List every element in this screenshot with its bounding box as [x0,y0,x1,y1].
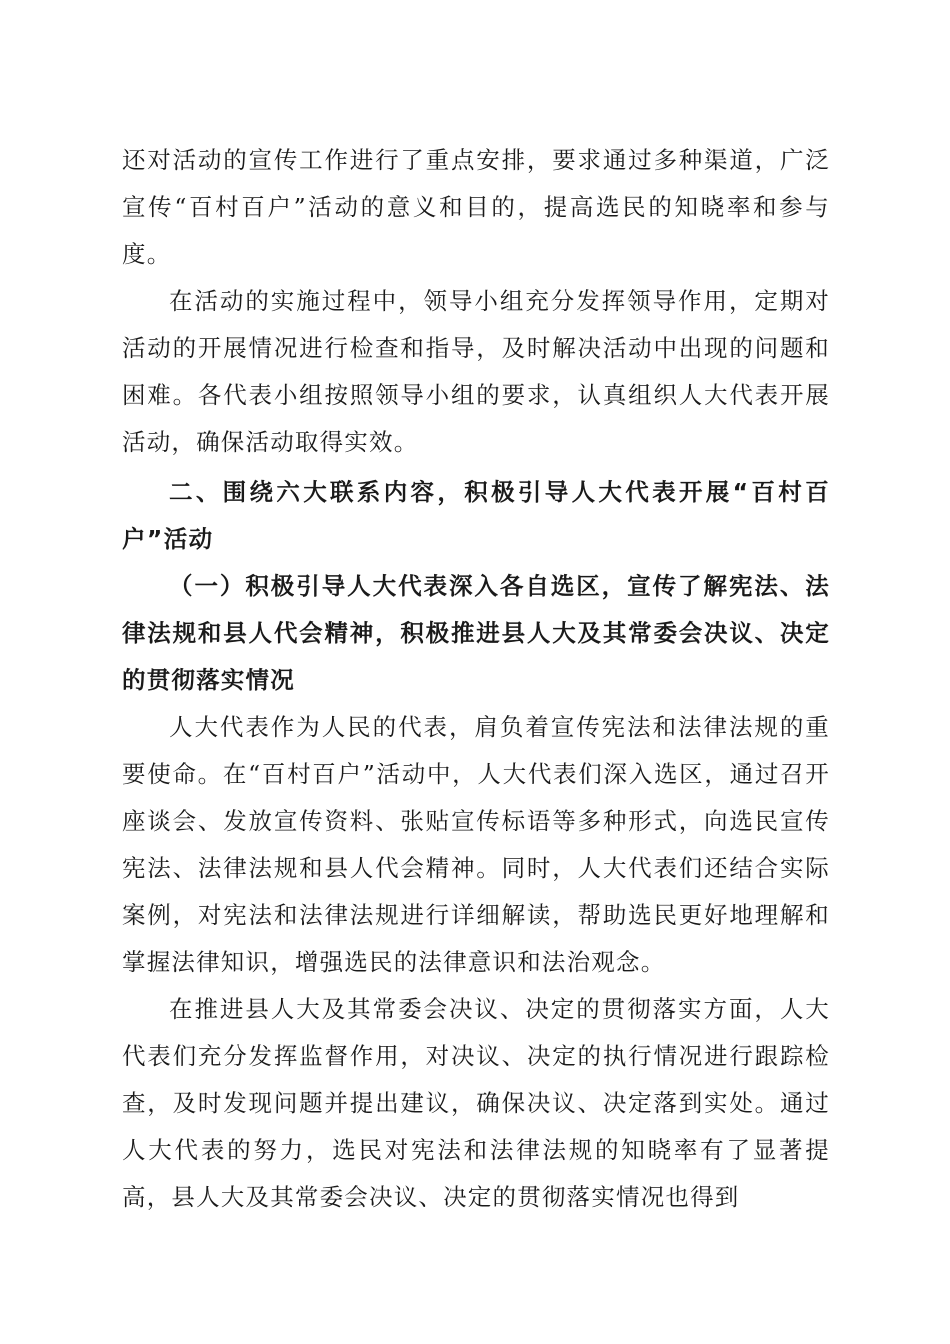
paragraph-continuation: 还对活动的宣传工作进行了重点安排，要求通过多种渠道，广泛宣传“百村百户”活动的意义和目的，提高选民的知晓率和参与度。 [122,146,830,268]
section-heading: 二、围绕六大联系内容，积极引导人大代表开展“百村百户”活动 [122,478,830,553]
paragraph-implementation: 在活动的实施过程中，领导小组充分发挥领导作用，定期对活动的开展情况进行检查和指导，及时解决活动中出现的问题和困难。各代表小组按照领导小组的要求，认真组织人大代表开展活动，确保活动取得实效。 [122,287,830,456]
subsection-heading: （一）积极引导人大代表深入各自选区，宣传了解宪法、法律法规和县人代会精神，积极推进县人大及其常委会决议、决定的贯彻落实情况 [122,572,830,694]
paragraph-supervision: 在推进县人大及其常委会决议、决定的贯彻落实方面，人大代表们充分发挥监督作用，对决议、决定的执行情况进行跟踪检查，及时发现问题并提出建议，确保决议、决定落到实处。通过人大代表的努力，选民对宪法和法律法规的知晓率有了显著提高，县人大及其常委会决议、决定的贯彻落实情况也得到 [122,995,830,1211]
paragraph-publicity: 人大代表作为人民的代表，肩负着宣传宪法和法律法规的重要使命。在“百村百户”活动中，人大代表们深入选区，通过召开座谈会、发放宣传资料、张贴宣传标语等多种形式，向选民宣传宪法、法律法规和县人代会精神。同时，人大代表们还结合实际案例，对宪法和法律法规进行详细解读，帮助选民更好地理解和掌握法律知识，增强选民的法律意识和法治观念。 [122,713,830,976]
document-body [122,137,830,1221]
